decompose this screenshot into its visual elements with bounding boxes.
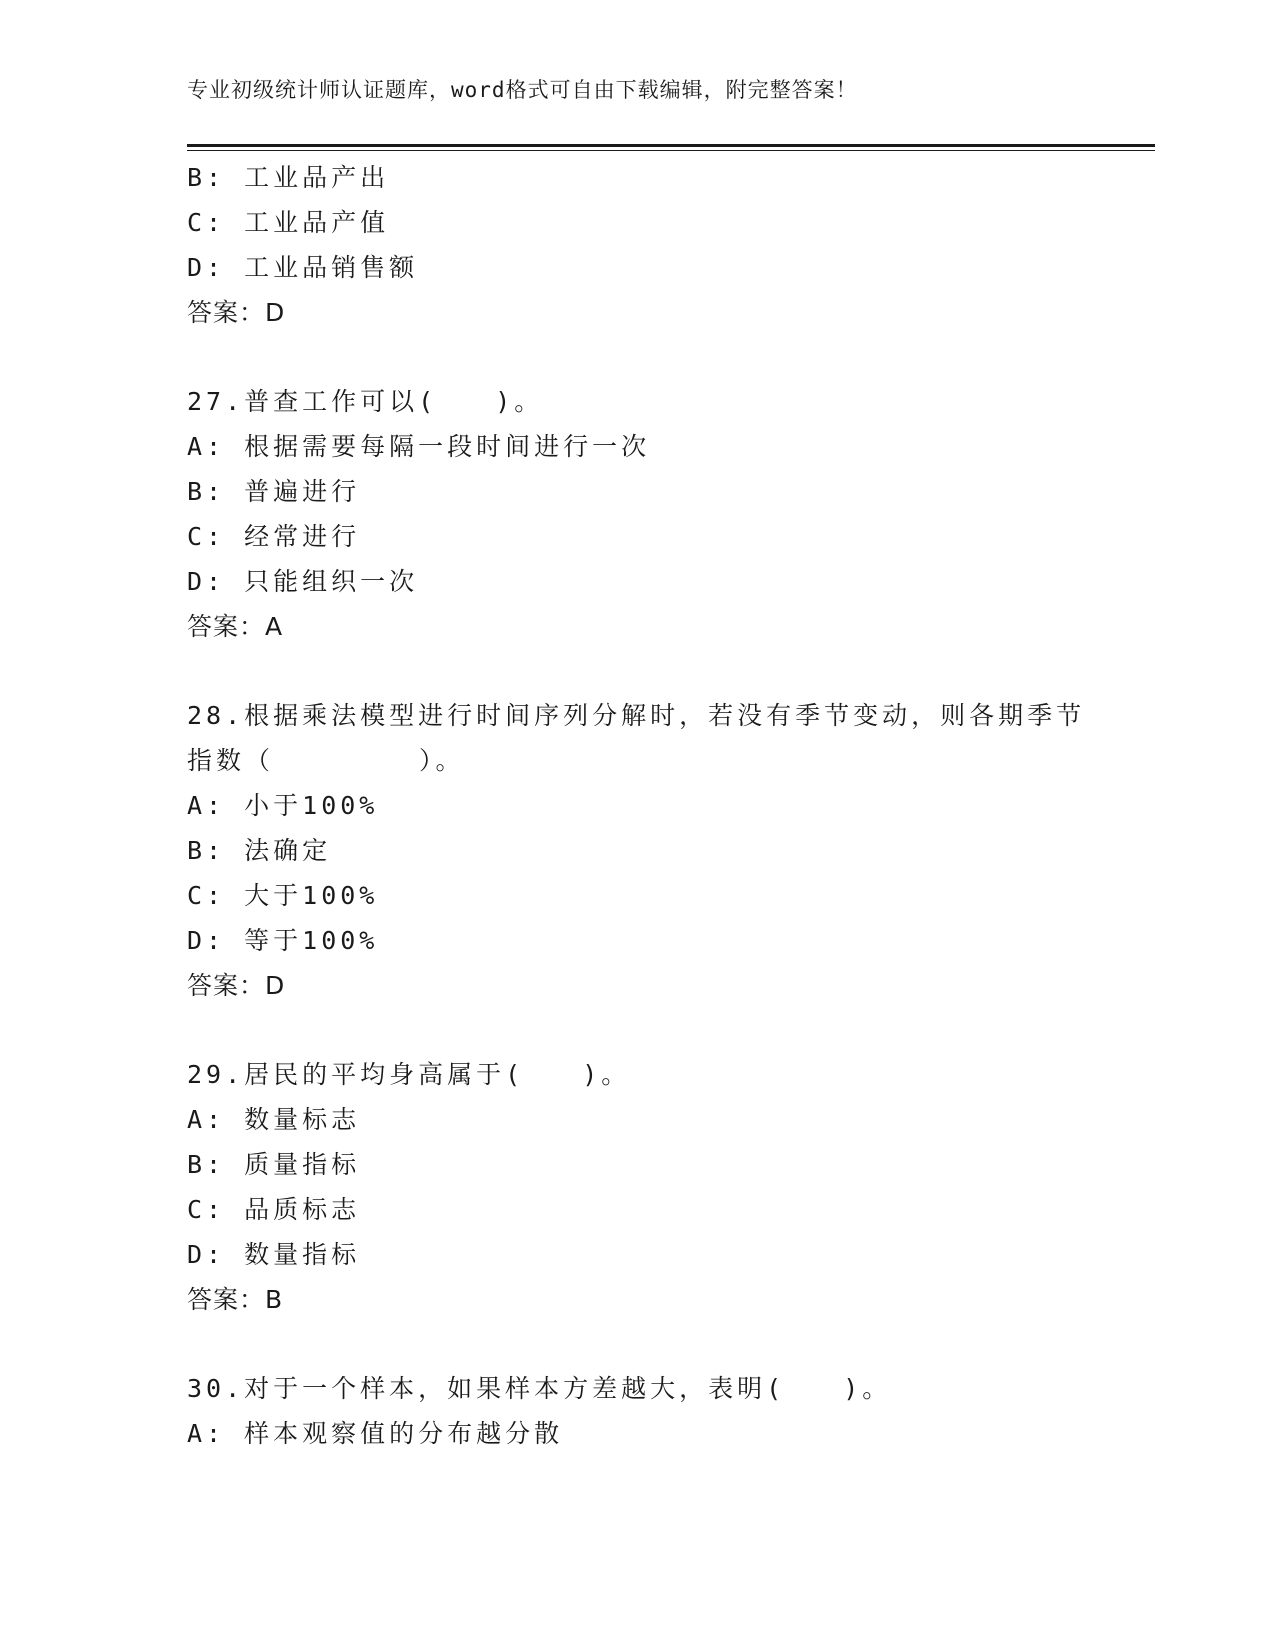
q27-answer: 答案：A [187, 612, 284, 641]
q26-answer: 答案：D [187, 298, 286, 327]
q28-stem-line-1: 28.根据乘法模型进行时间序列分解时，若没有季节变动，则各期季节 [187, 701, 1086, 730]
q29-option-b: B: 质量指标 [187, 1150, 361, 1179]
q27-stem: 27.普查工作可以( )。 [187, 387, 544, 416]
q28-option-a: A: 小于100% [187, 791, 379, 820]
q27-option-a: A: 根据需要每隔一段时间进行一次 [187, 432, 651, 461]
q29-stem: 29.居民的平均身高属于( )。 [187, 1060, 631, 1089]
q30-option-a: A: 样本观察值的分布越分散 [187, 1419, 564, 1448]
q28-answer: 答案：D [187, 971, 286, 1000]
q27-option-d: D: 只能组织一次 [187, 567, 419, 596]
q26-option-c: C: 工业品产值 [187, 208, 390, 237]
page-header: 专业初级统计师认证题库，word格式可自由下载编辑，附完整答案！ [187, 78, 858, 102]
q27-option-c: C: 经常进行 [187, 522, 361, 551]
header-divider-thin [187, 150, 1155, 151]
q26-option-d: D: 工业品销售额 [187, 253, 419, 282]
q28-option-d: D: 等于100% [187, 926, 379, 955]
q29-option-c: C: 品质标志 [187, 1195, 361, 1224]
q28-stem-line-2: 指数（ ）。 [187, 746, 465, 775]
q29-option-d: D: 数量指标 [187, 1240, 361, 1269]
q29-option-a: A: 数量标志 [187, 1105, 361, 1134]
q30-stem: 30.对于一个样本，如果样本方差越大，表明( )。 [187, 1374, 892, 1403]
q28-option-c: C: 大于100% [187, 881, 379, 910]
q29-answer: 答案：B [187, 1285, 284, 1314]
q27-option-b: B: 普遍进行 [187, 477, 361, 506]
q28-option-b: B: 法确定 [187, 836, 332, 865]
header-divider-thick [187, 144, 1155, 147]
q26-option-b: B: 工业品产出 [187, 163, 390, 192]
